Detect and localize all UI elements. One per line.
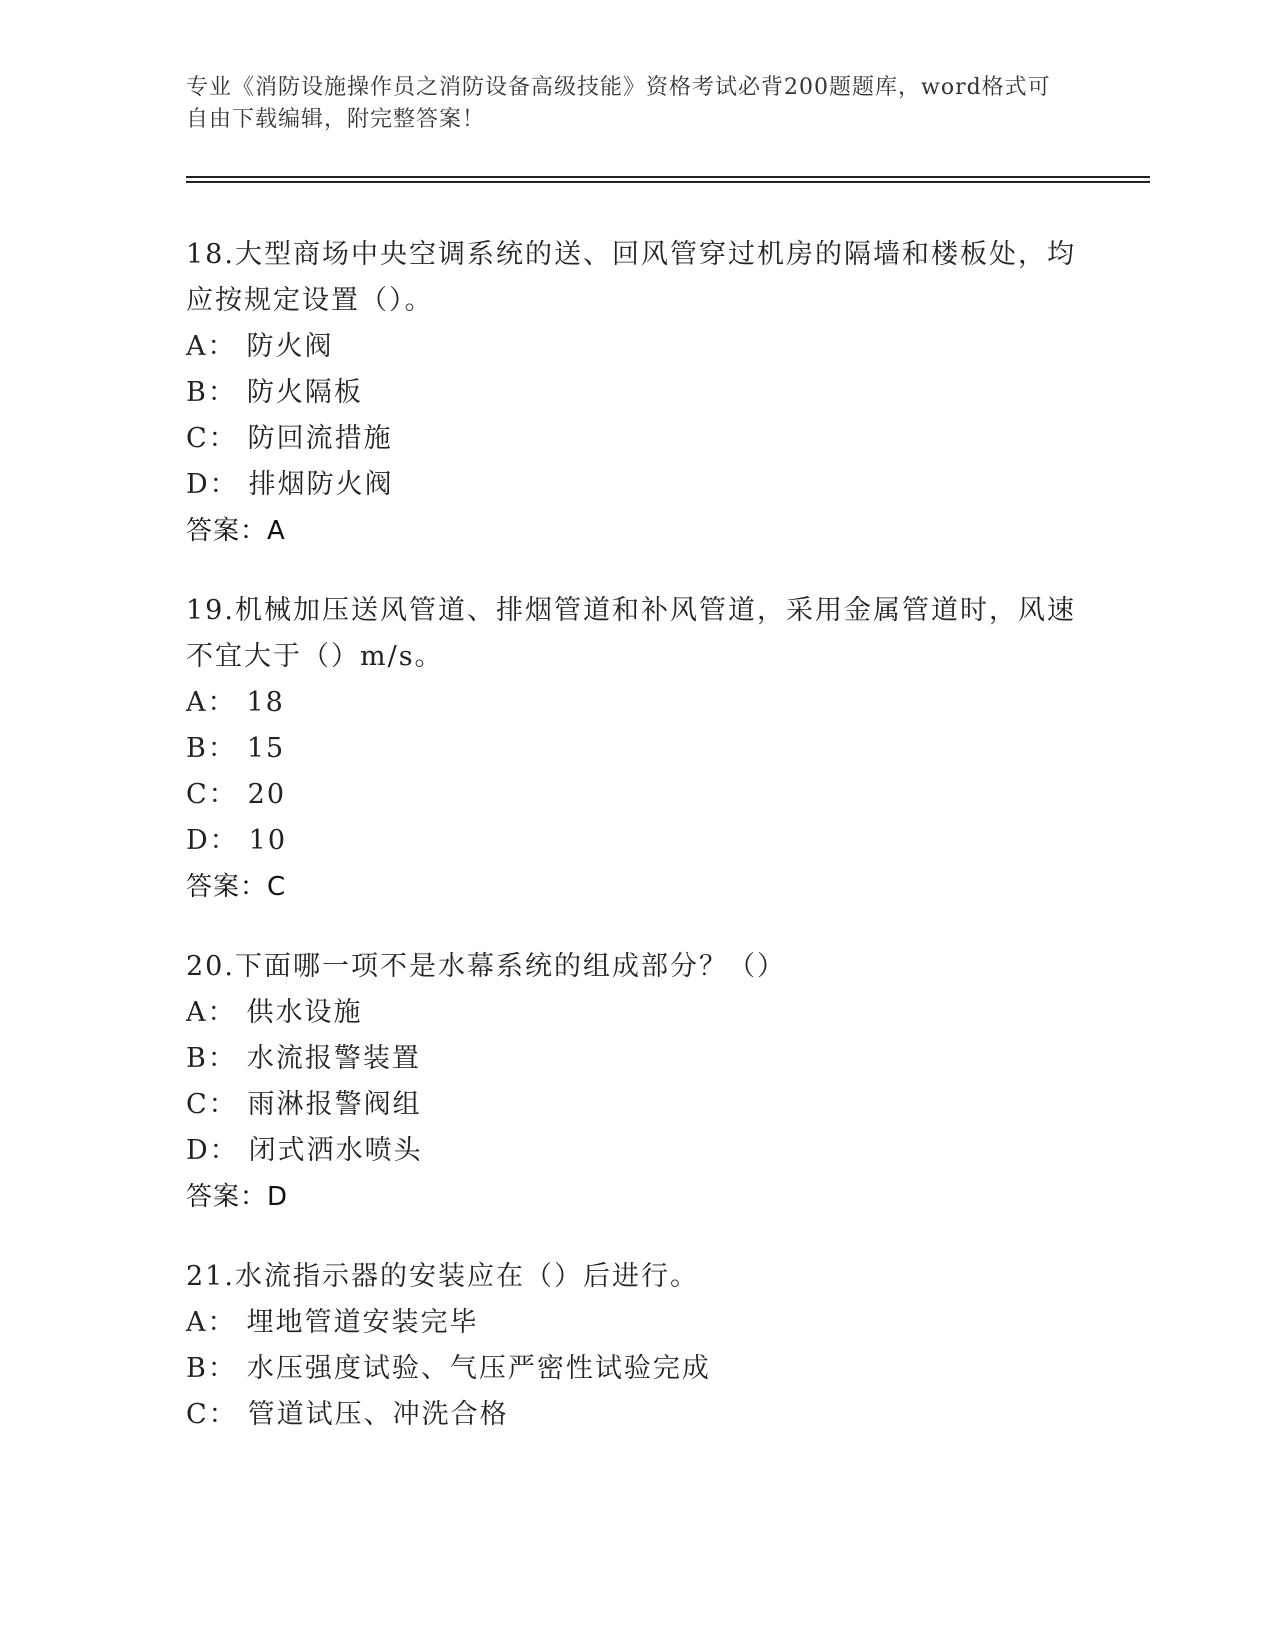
- option-text: 供水设施: [246, 997, 363, 1028]
- answer-option: [186, 772, 1086, 818]
- option-text: 闭式洒水喷头: [248, 1135, 423, 1166]
- option-text: 雨淋报警阀组: [247, 1089, 422, 1120]
- option-text: 防火阀: [246, 331, 334, 362]
- question-stem: 18.大型商场中央空调系统的送、回风管穿过机房的隔墙和楼板处，均应按规定设置（）。: [186, 239, 1076, 316]
- answer-line: 答案：A: [186, 516, 286, 546]
- question-stem: 21.水流指示器的安装应在（）后进行。: [186, 1261, 699, 1292]
- option-text: 10: [248, 825, 288, 856]
- answer-option: [186, 818, 1086, 864]
- document-header: 专业《消防设施操作员之消防设备高级技能》资格考试必背200题题库，word格式可自由下载编辑，附完整答案！: [186, 75, 1051, 132]
- option-text: 排烟防火阀: [248, 469, 394, 500]
- question-stem: 19.机械加压送风管道、排烟管道和补风管道，采用金属管道时，风速不宜大于（）m/s。: [186, 595, 1076, 672]
- option-key: C：: [186, 1089, 238, 1120]
- option-key: A：: [186, 331, 237, 362]
- answer-option: [186, 1128, 1086, 1174]
- question-block: [186, 944, 1086, 1220]
- option-key: B：: [186, 1043, 237, 1074]
- question-list: [186, 232, 1086, 1472]
- answer-option: [186, 680, 1086, 726]
- option-text: 防回流措施: [247, 423, 393, 454]
- answer-option: [186, 1036, 1086, 1082]
- answer-option: [186, 726, 1086, 772]
- answer-option: [186, 1082, 1086, 1128]
- option-key: A：: [186, 687, 237, 718]
- option-key: A：: [186, 1307, 237, 1338]
- answer-option: [186, 990, 1086, 1036]
- question-block: [186, 1254, 1086, 1438]
- option-key: B：: [186, 733, 237, 764]
- answer-option: [186, 1300, 1086, 1346]
- option-key: A：: [186, 997, 237, 1028]
- option-text: 水压强度试验、气压严密性试验完成: [246, 1353, 711, 1384]
- option-key: D：: [186, 1135, 239, 1166]
- answer-option: [186, 324, 1086, 370]
- option-text: 15: [246, 733, 286, 764]
- option-text: 埋地管道安装完毕: [246, 1307, 479, 1338]
- option-key: B：: [186, 1353, 237, 1384]
- answer-option: [186, 1346, 1086, 1392]
- option-text: 水流报警装置: [246, 1043, 421, 1074]
- answer-option: [186, 462, 1086, 508]
- question-block: [186, 588, 1086, 910]
- answer-option: [186, 416, 1086, 462]
- option-key: B：: [186, 377, 237, 408]
- answer-line: 答案：D: [186, 1182, 289, 1212]
- header-divider: [186, 176, 1150, 178]
- option-key: C：: [186, 423, 238, 454]
- header-divider-thin: [186, 181, 1150, 183]
- option-key: D：: [186, 469, 239, 500]
- option-key: C：: [186, 779, 238, 810]
- option-text: 18: [246, 687, 285, 718]
- question-stem: 20.下面哪一项不是水幕系统的组成部分？（）: [186, 951, 786, 982]
- question-block: [186, 232, 1086, 554]
- option-text: 管道试压、冲洗合格: [247, 1399, 509, 1430]
- option-key: D：: [186, 825, 239, 856]
- answer-option: [186, 370, 1086, 416]
- option-text: 防火隔板: [246, 377, 363, 408]
- answer-line: 答案：C: [186, 872, 287, 902]
- option-key: C：: [186, 1399, 238, 1430]
- option-text: 20: [247, 779, 287, 810]
- answer-option: [186, 1392, 1086, 1438]
